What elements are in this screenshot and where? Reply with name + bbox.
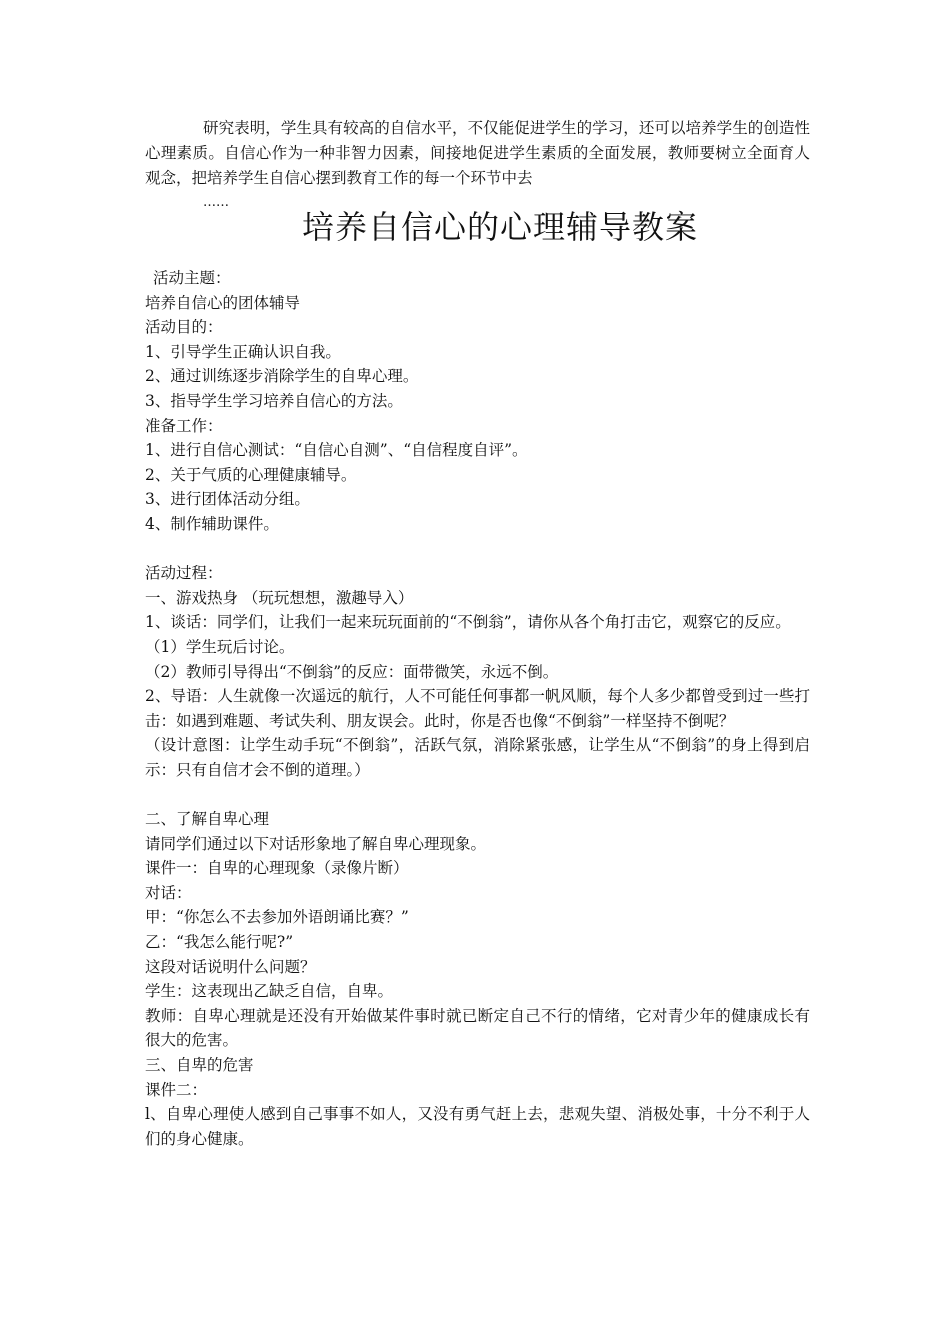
text-line: 1、谈话：同学们，让我们一起来玩玩面前的“不倒翁”，请你从各个角打击它，观察它的反应。 (145, 613, 791, 632)
text-line: （2）教师引导得出“不倒翁”的反应：面带微笑，永远不倒。 (145, 662, 559, 681)
text-line: 1、进行自信心测试：“自信心自测”、“自信程度自评”。 (145, 441, 528, 460)
text-line: 课件二： (145, 1080, 208, 1099)
text-line: 2、关于气质的心理健康辅导。 (145, 465, 357, 484)
intro-ellipsis: …… (203, 195, 229, 210)
document-title: 培养自信心的心理辅导教案 (301, 208, 698, 246)
text-line: 活动主题： (153, 269, 231, 287)
text-line: 一、游戏热身 （玩玩想想，激趣导入） (145, 588, 414, 607)
text-line: 3、进行团体活动分组。 (145, 490, 310, 509)
text-line: 这段对话说明什么问题？ (145, 957, 316, 976)
text-line: 活动目的： (145, 318, 223, 337)
text-line: 准备工作： (145, 416, 223, 435)
blank-line (145, 537, 810, 562)
text-line: 4、制作辅助课件。 (145, 514, 279, 533)
text-line: 1、引导学生正确认识自我。 (145, 342, 341, 361)
text-line: 教师：自卑心理就是还没有开始做某件事时就已断定自己不行的情绪，它对青少年的健康成长有很大的危害。 (145, 1006, 810, 1050)
text-line: 2、导语：人生就像一次遥远的航行，人不可能任何事都一帆风顺，每个人多少都曾受到过一些打击：如遇到难题、考试失利、朋友误会。此时，你是否也像“不倒翁”一样坚持不倒呢？ (145, 687, 810, 730)
text-line: 二、了解自卑心理 (145, 810, 270, 829)
text-line: 三、自卑的危害 (145, 1056, 254, 1074)
text-line: 请同学们通过以下对话形象地了解自卑心理现象。 (145, 834, 487, 853)
text-line: 学生：这表现出乙缺乏自信，自卑。 (145, 982, 394, 1001)
text-line: 培养自信心的团体辅导 (145, 293, 301, 312)
text-line: 甲：“你怎么不去参加外语朗诵比赛？” (145, 908, 409, 927)
text-line: 乙：“我怎么能行呢?” (145, 933, 294, 952)
text-line: 课件一：自卑的心理现象（录像片断） (145, 859, 409, 878)
text-line: （1）学生玩后讨论。 (145, 637, 295, 656)
text-line: 3、指导学生学习培养自信心的方法。 (145, 391, 403, 410)
text-line: 对话： (145, 883, 192, 902)
text-line: 2、通过训练逐步消除学生的自卑心理。 (145, 367, 419, 386)
text-line: 活动过程： (145, 564, 223, 583)
text-line: l、自卑心理使人感到自己事事不如人，又没有勇气赶上去，悲观失望、消极处事，十分不利于人们的身心健康。 (145, 1105, 810, 1148)
document-body (145, 266, 810, 1151)
text-line: （设计意图：让学生动手玩“不倒翁”，活跃气氛，消除紧张感，让学生从“不倒翁”的身上得到启示：只有自信才会不倒的道理。） (145, 736, 810, 779)
blank-line (145, 782, 810, 807)
intro-paragraph: 研究表明，学生具有较高的自信水平，不仅能促进学生的学习，还可以培养学生的创造性心理素质。自信心作为一种非智力因素，间接地促进学生素质的全面发展，教师要树立全面育人观念，把培养学生自信心摆到教育工作的每一个环节中去 (145, 119, 810, 187)
